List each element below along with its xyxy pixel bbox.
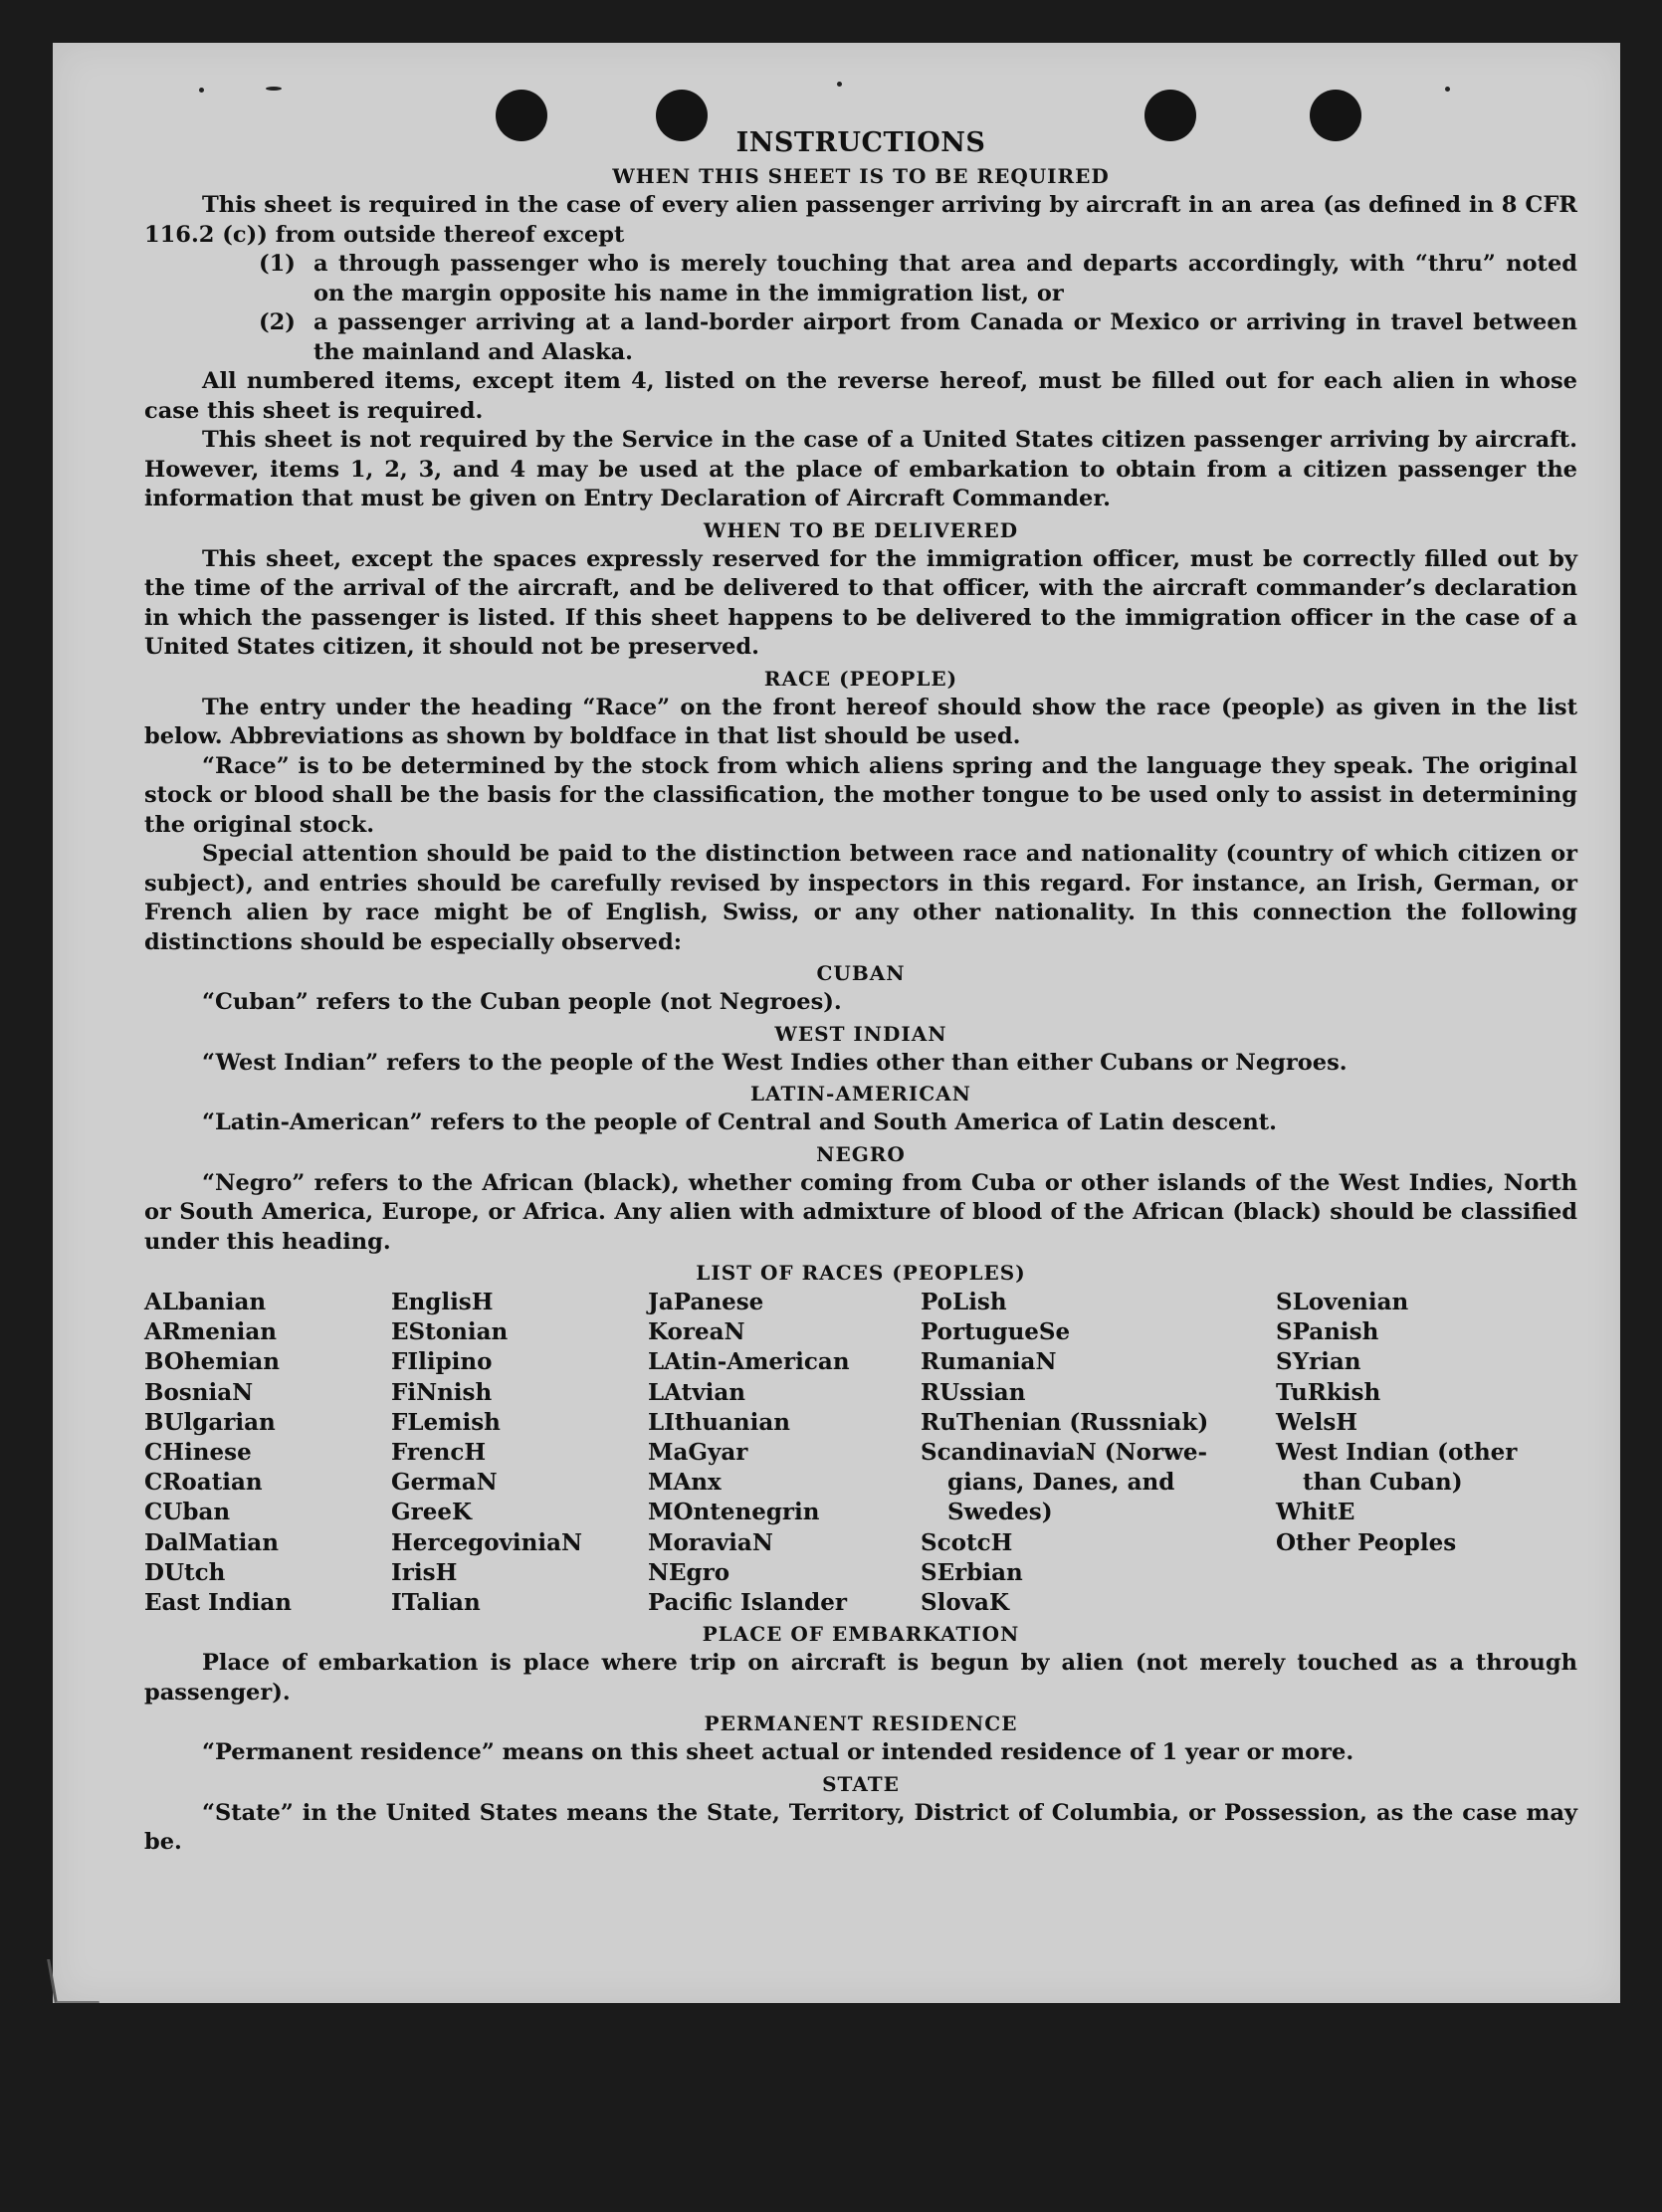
race-item: SPanish [1276,1318,1379,1346]
paragraph: “Race” is to be determined by the stock from which aliens spring and the language they speak. The original stock or blood shall be the basis for the classification, the mother tongue to be used only to assist in determining the original stock. [144,752,1577,838]
race-item: RUssian [921,1378,1026,1406]
section-heading: PERMANENT RESIDENCE [704,1711,1018,1736]
numbered-item [259,250,1577,308]
speck [266,87,282,91]
item-text: a through passenger who is merely touching that area and departs accordingly, with “thru” noted on the margin opposite his name in the immigration list, or [313,251,1577,306]
race-item: IrisH [391,1558,458,1586]
paragraph: “Negro” refers to the African (black), whether coming from Cuba or other islands of the West Indies, North or South America, Europe, or Africa. Any alien with admixture of blood of the African (black) should be classified under this heading. [144,1169,1577,1255]
paragraph: All numbered items, except item 4, listed on the reverse hereof, must be filled out for each alien in whose case this sheet is required. [144,368,1577,424]
race-item-continuation: gians, Danes, and [947,1469,1175,1497]
race-item-continuation: than Cuban) [1303,1469,1463,1497]
race-item: BOhemian [144,1348,280,1376]
race-item: CUban [144,1499,231,1526]
race-item: HercegoviniaN [391,1528,583,1556]
race-item: MaGyar [648,1439,748,1467]
race-column [144,1288,391,1618]
race-item: FrencH [391,1439,487,1467]
race-item: LAtvian [648,1378,745,1406]
race-item: PortugueSe [921,1318,1071,1346]
item-number: (2) [259,309,296,335]
race-item: East Indian [144,1589,292,1617]
item-number: (1) [259,251,296,277]
race-item: TuRkish [1276,1378,1381,1406]
race-item: EStonian [391,1318,509,1346]
race-item: CHinese [144,1439,252,1467]
item-text: a passenger arriving at a land-border airport from Canada or Mexico or arriving in travel between the mainland and Alaska. [313,309,1577,365]
race-item: RumaniaN [921,1348,1057,1376]
section-heading: NEGRO [816,1141,906,1166]
section-heading: WHEN TO BE DELIVERED [703,517,1019,542]
document-page [53,43,1620,2003]
race-item: ScotcH [921,1528,1013,1556]
page-title: INSTRUCTIONS [735,127,986,158]
race-item: ScandinaviaN (Norwe- [921,1439,1208,1467]
race-item: PoLish [921,1289,1007,1315]
race-item: JaPanese [648,1289,764,1315]
paragraph: This sheet, except the spaces expressly reserved for the immigration officer, must be correctly filled out by the time of the arrival of the aircraft, and be delivered to that officer, with the aircraft commander’s declaration in which the passenger is listed. If this sheet happens to be delivered to the immigration officer in the case of a United States citizen, it should not be preserved. [144,545,1577,660]
race-item: EnglisH [391,1289,494,1315]
race-item: Pacific Islander [648,1589,847,1617]
section-heading: WEST INDIAN [774,1021,947,1046]
race-item: SLovenian [1276,1289,1409,1315]
section-heading: RACE (PEOPLE) [763,666,958,691]
race-column [1276,1288,1574,1618]
paragraph: “Latin-American” refers to the people of Central and South America of Latin descent. [202,1109,1277,1135]
race-list [144,1288,1577,1618]
race-item-continuation: Swedes) [947,1499,1053,1526]
race-item: Other Peoples [1276,1528,1457,1556]
paragraph: Place of embarkation is place where trip on aircraft is begun by alien (not merely touched as a through passenger). [144,1650,1577,1706]
paragraph: “Permanent residence” means on this sheet actual or intended residence of 1 year or more. [202,1739,1354,1766]
speck [837,82,842,87]
race-item: DUtch [144,1558,226,1586]
paragraph: This sheet is required in the case of every alien passenger arriving by aircraft in an area (as defined in 8 CFR 116.2 (c)) from outside thereof except [144,192,1577,248]
race-item: ARmenian [144,1318,278,1346]
numbered-item [259,308,1577,367]
race-item: SlovaK [921,1589,1009,1617]
speck [1445,87,1450,92]
race-item: MoraviaN [648,1528,773,1556]
race-item: SYrian [1276,1348,1361,1376]
folded-corner [47,1959,100,2003]
race-item: BUlgarian [144,1408,276,1436]
race-item: GreeK [391,1499,473,1526]
section-heading: WHEN THIS SHEET IS TO BE REQUIRED [612,164,1110,188]
race-item: FLemish [391,1408,501,1436]
paragraph: The entry under the heading “Race” on the front hereof should show the race (people) as given in the list below. Abbreviations as shown by boldface in that list should be used. [144,694,1577,749]
race-item: LIthuanian [648,1408,790,1436]
race-item: DalMatian [144,1528,279,1556]
instructions-text [144,126,1577,1858]
section-heading: PLACE OF EMBARKATION [702,1622,1020,1647]
race-column [648,1288,921,1618]
section-heading: STATE [822,1771,900,1796]
race-item: NEgro [648,1558,730,1586]
race-item: LAtin-American [648,1348,850,1376]
race-item: SErbian [921,1558,1023,1586]
race-item: FiNnish [391,1378,493,1406]
race-item: WhitE [1276,1499,1355,1526]
race-item: MOntenegrin [648,1499,820,1526]
race-item: MAnx [648,1469,722,1497]
speck [199,88,204,93]
section-heading: LATIN-AMERICAN [750,1082,971,1106]
race-item: ITalian [391,1589,481,1617]
paragraph: Special attention should be paid to the distinction between race and nationality (country of which citizen or subject), and entries should be carefully revised by inspectors in this regard. For instance, an Irish, German, or French alien by race might be of English, Swiss, or any other nationality. In this connection the following distinctions should be especially observed: [144,841,1577,955]
race-item: BosniaN [144,1378,254,1406]
paragraph: “West Indian” refers to the people of the West Indies other than either Cubans or Negroes. [202,1049,1348,1076]
race-item: KoreaN [648,1318,745,1346]
section-heading: CUBAN [816,961,906,985]
paragraph: This sheet is not required by the Service in the case of a United States citizen passenger arriving by aircraft. However, items 1, 2, 3, and 4 may be used at the place of embarkation to obtain from a citizen passenger the information that must be given on Entry Declaration of Aircraft Commander. [144,427,1577,511]
race-column [391,1288,648,1618]
race-item: RuThenian (Russniak) [921,1408,1209,1436]
race-item: West Indian (other [1276,1439,1518,1467]
race-item: GermaN [391,1469,498,1497]
race-column [921,1288,1276,1618]
section-heading: LIST OF RACES (PEOPLES) [696,1261,1026,1285]
race-item: CRoatian [144,1469,263,1497]
race-item: WelsH [1276,1408,1358,1436]
race-item: FIlipino [391,1348,493,1376]
race-item: ALbanian [144,1289,267,1315]
paragraph: “State” in the United States means the State, Territory, District of Columbia, or Possession, as the case may be. [144,1799,1577,1856]
paragraph: “Cuban” refers to the Cuban people (not Negroes). [202,989,842,1015]
